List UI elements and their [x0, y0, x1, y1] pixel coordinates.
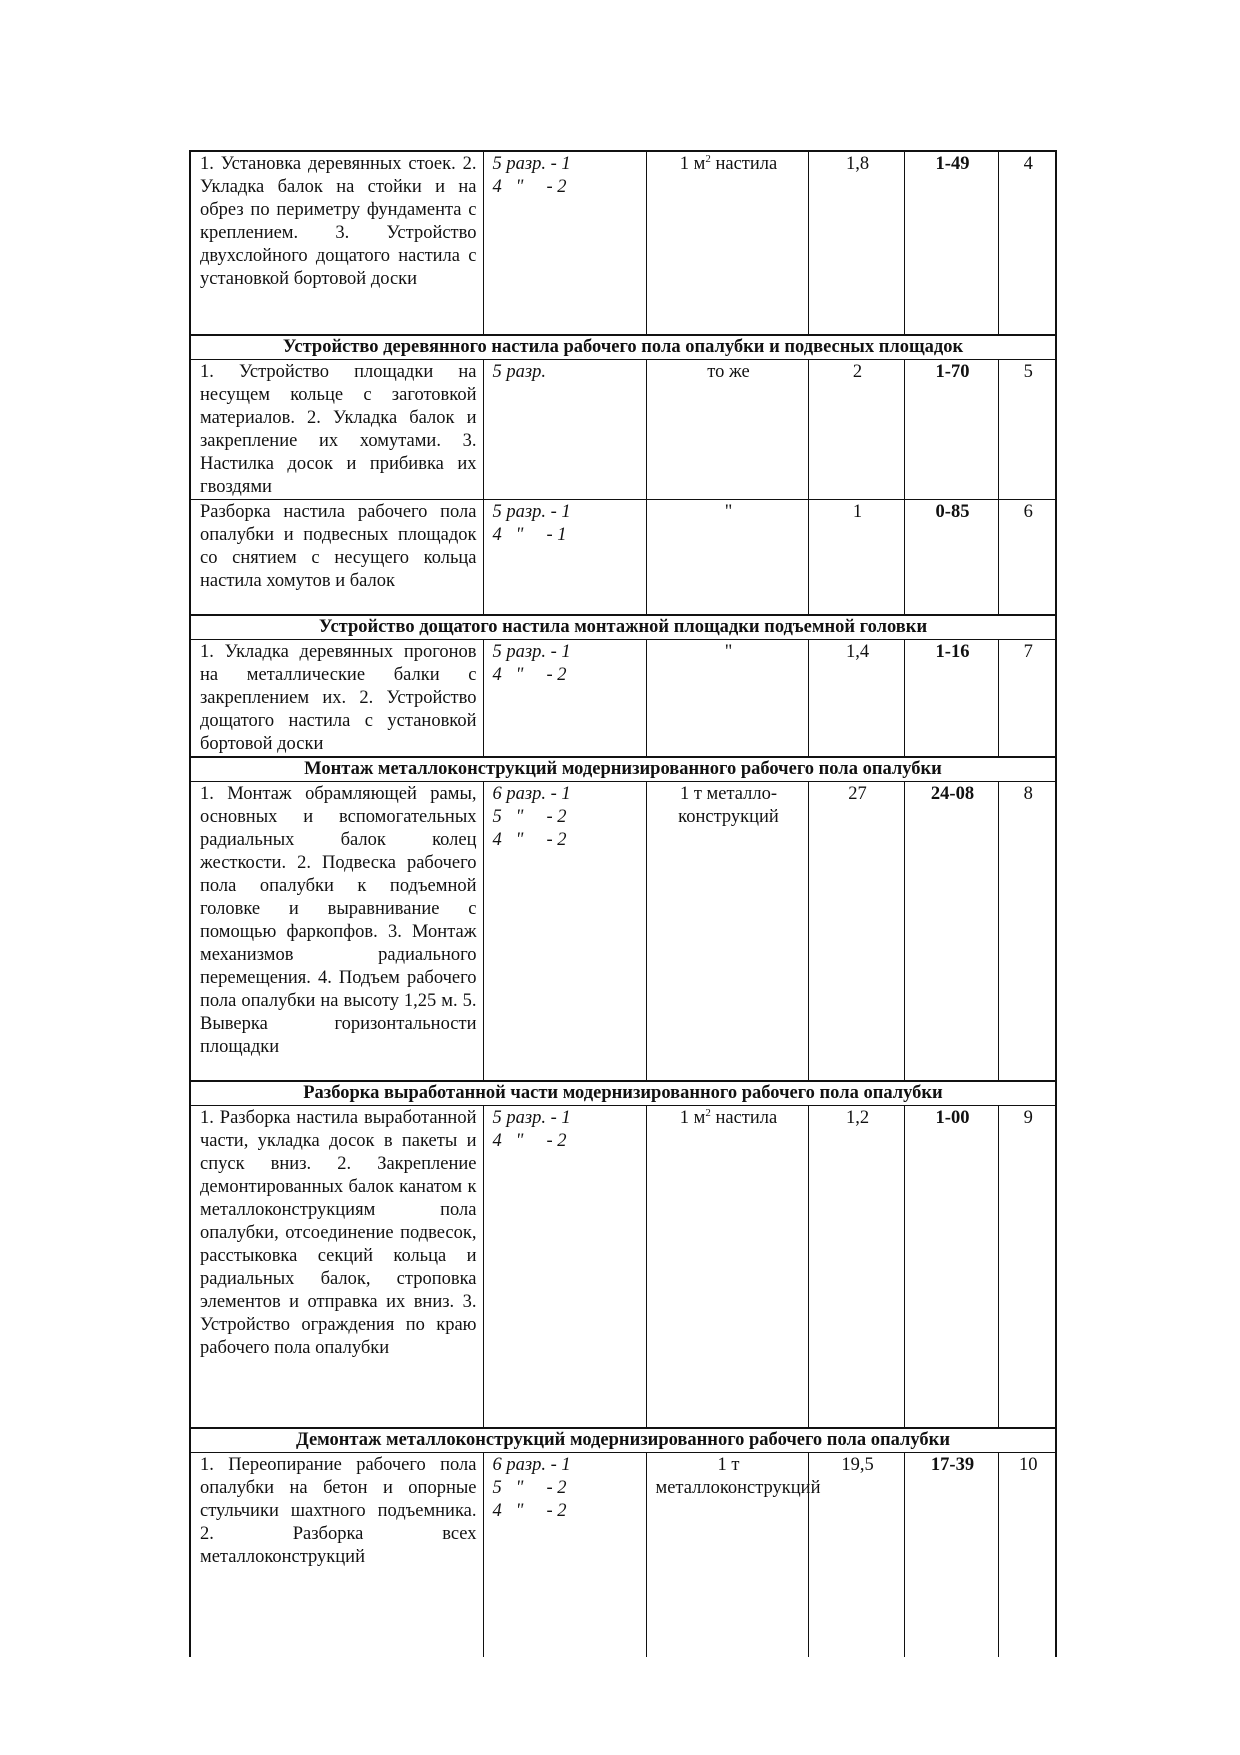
- section-header-row: [190, 1081, 1056, 1106]
- section-title: Демонтаж металлоконструкций модернизированного рабочего пола опалубки: [190, 1428, 1056, 1453]
- unit-superscript: 2: [705, 1107, 711, 1119]
- crew-line: 6 разр. - 1: [492, 783, 571, 804]
- table-row: [190, 500, 1056, 615]
- unit-of-measure: [646, 1106, 808, 1428]
- crew-line: 4 " - 2: [492, 1500, 567, 1521]
- table-row: [190, 639, 1056, 757]
- crew-line: 5 " - 2: [492, 1477, 567, 1498]
- crew-line: 5 разр. - 1: [492, 502, 571, 522]
- time-norm: 1,4: [808, 639, 904, 757]
- crew-composition: [483, 1106, 646, 1428]
- price: 1-00: [904, 1106, 998, 1428]
- unit-superscript: 2: [705, 153, 711, 165]
- crew-line: 4 " - 2: [492, 664, 567, 685]
- norms-table-page: [189, 150, 1055, 1657]
- crew-line: 6 разр. - 1: [492, 1454, 571, 1475]
- section-header-row: [190, 335, 1056, 360]
- crew-line: 4 " - 2: [492, 177, 567, 197]
- crew-line: 4 " - 1: [492, 525, 567, 545]
- time-norm: 1: [808, 500, 904, 615]
- work-description: 1. Монтаж обрамляющей рамы, основных и вспомогательных радиальных балок колец жесткости. 2. Подвеска рабочего пола опалубки к подъемной головке и выравнивание с помощью фаркопфов. 3. Монтаж механизмов радиального перемещения. 4. Подъем рабочего пола опалубки на высоту 1,25 м. 5. Выверка горизонтальности площадки: [190, 781, 483, 1081]
- row-number: 4: [998, 151, 1056, 335]
- time-norm: 1,8: [808, 151, 904, 335]
- price: 17-39: [904, 1452, 998, 1657]
- norms-table: [189, 150, 1057, 1657]
- unit-text: ": [724, 641, 733, 662]
- section-title: Устройство деревянного настила рабочего пола опалубки и подвесных площадок: [190, 335, 1056, 360]
- work-description: 1. Переопирание рабочего пола опалубки на бетон и опорные стульчики шахтного подъемника. 2. Разборка всех металлоконструкций: [190, 1452, 483, 1657]
- table-row: [190, 360, 1056, 500]
- row-number: 6: [998, 500, 1056, 615]
- table-row: [190, 781, 1056, 1081]
- price: 0-85: [904, 500, 998, 615]
- price: 1-49: [904, 151, 998, 335]
- section-header-row: [190, 1428, 1056, 1453]
- unit-text: 1 т металлоконструкций: [655, 1454, 821, 1498]
- time-norm: 27: [808, 781, 904, 1081]
- work-description: 1. Укладка деревянных прогонов на металлические балки с закреплением их. 2. Устройство дощатого настила с установкой бортовой доски: [190, 639, 483, 757]
- crew-composition: [483, 360, 646, 500]
- crew-line: 5 разр. - 1: [492, 154, 571, 174]
- section-header-row: [190, 615, 1056, 640]
- crew-line: 4 " - 2: [492, 829, 567, 850]
- crew-line: 5 разр.: [492, 362, 546, 382]
- section-title: Разборка выработанной части модернизированного рабочего пола опалубки: [190, 1081, 1056, 1106]
- price: 1-70: [904, 360, 998, 500]
- crew-composition: [483, 639, 646, 757]
- unit-of-measure: [646, 639, 808, 757]
- row-number: 7: [998, 639, 1056, 757]
- row-number: 10: [998, 1452, 1056, 1657]
- crew-composition: [483, 1452, 646, 1657]
- unit-text-rest: настила: [710, 154, 778, 174]
- unit-text: то же: [707, 362, 750, 382]
- price: 24-08: [904, 781, 998, 1081]
- unit-text: ": [724, 502, 733, 522]
- crew-composition: [483, 151, 646, 335]
- unit-of-measure: [646, 781, 808, 1081]
- work-description: 1. Устройство площадки на несущем кольце с заготовкой материалов. 2. Укладка балок и закрепление их хомутами. 3. Настилка досок и прибивка их гвоздями: [190, 360, 483, 500]
- crew-line: 5 " - 2: [492, 806, 567, 827]
- crew-line: 5 разр. - 1: [492, 641, 571, 662]
- crew-composition: [483, 781, 646, 1081]
- section-header-row: [190, 757, 1056, 782]
- crew-composition: [483, 500, 646, 615]
- table-row: [190, 1452, 1056, 1657]
- row-number: 8: [998, 781, 1056, 1081]
- crew-line: 4 " - 2: [492, 1131, 567, 1151]
- work-description: 1. Разборка настила выработанной части, укладка досок в пакеты и спуск вниз. 2. Закрепление демонтированных балок канатом к металлоконструкциям пола опалубки, отсоединение подвесок, расстыковка секций кольца и радиальных балок, строповка элементов и отправка их вниз. 3. Устройство ограждения по краю рабочего пола опалубки: [190, 1106, 483, 1428]
- time-norm: 19,5: [808, 1452, 904, 1657]
- unit-of-measure: [646, 500, 808, 615]
- unit-text: 1 м: [679, 154, 706, 174]
- table-row: [190, 151, 1056, 335]
- work-description: Разборка настила рабочего пола опалубки и подвесных площадок со снятием с несущего кольца настила хомутов и балок: [190, 500, 483, 615]
- section-title: Устройство дощатого настила монтажной площадки подъемной головки: [190, 615, 1056, 640]
- table-row: [190, 1106, 1056, 1428]
- work-description: 1. Установка деревянных стоек. 2. Укладка балок на стойки и на обрез по периметру фундамента с креплением. 3. Устройство двухслойного дощатого настила с установкой бортовой доски: [190, 151, 483, 335]
- unit-text: 1 м: [679, 1108, 706, 1128]
- unit-text-rest: настила: [710, 1108, 778, 1128]
- unit-of-measure: [646, 151, 808, 335]
- time-norm: 2: [808, 360, 904, 500]
- unit-of-measure: [646, 360, 808, 500]
- row-number: 5: [998, 360, 1056, 500]
- unit-of-measure: [646, 1452, 821, 1657]
- unit-text: 1 т металло-конструкций: [678, 783, 779, 827]
- crew-line: 5 разр. - 1: [492, 1108, 571, 1128]
- section-title: Монтаж металлоконструкций модернизированного рабочего пола опалубки: [190, 757, 1056, 782]
- row-number: 9: [998, 1106, 1056, 1428]
- price: 1-16: [904, 639, 998, 757]
- time-norm: 1,2: [808, 1106, 904, 1428]
